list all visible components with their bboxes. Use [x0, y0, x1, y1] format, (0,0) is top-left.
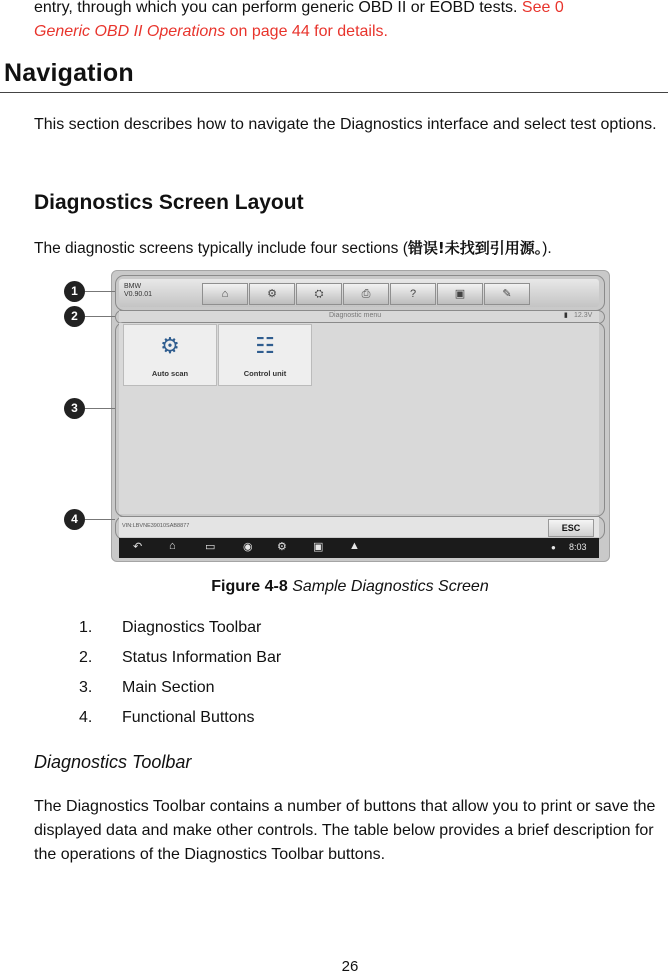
diagnostics-app-icon[interactable]: ⚙ [277, 541, 287, 553]
intro-text: entry, through which you can perform generic OBD II or EOBD tests. [34, 0, 518, 16]
home-icon[interactable]: ⌂ [202, 283, 248, 305]
callout-4: 4 [64, 509, 85, 530]
layout-description-suffix: ). [542, 240, 552, 257]
see-zero: 0 [554, 0, 564, 16]
recent-apps-icon[interactable]: ▭ [205, 541, 216, 553]
toolbar-description: The Diagnostics Toolbar contains a number of buttons that allow you to print or save the displayed data and make other controls. The table below provides a brief description for the operations of the Diagnostics Toolbar buttons. [34, 798, 656, 863]
control-unit-tile[interactable] [218, 324, 312, 386]
list-number: 3. [79, 679, 93, 696]
esc-button[interactable]: ESC [548, 519, 594, 537]
vehicle-swap-icon[interactable]: ⚙ [249, 283, 295, 305]
save-icon[interactable]: ▣ [437, 283, 483, 305]
navigation-description: This section describes how to navigate the Diagnostics interface and select test options. [34, 116, 657, 133]
browser-icon[interactable]: ◉ [243, 541, 253, 553]
layout-heading: Diagnostics Screen Layout [34, 191, 304, 214]
auto-scan-tile[interactable] [123, 324, 217, 386]
callout-2-leader [85, 316, 115, 317]
maxifix-icon[interactable]: ▣ [313, 541, 324, 553]
help-icon[interactable]: ? [390, 283, 436, 305]
vin-text: VIN:LBVNE39010SAB8877 [122, 523, 190, 529]
battery-voltage: 12.3V [574, 312, 593, 319]
list-number: 4. [79, 709, 93, 726]
tile-label: Auto scan [151, 369, 189, 378]
vehicle-brand [124, 283, 152, 299]
list-label: Functional Buttons [122, 709, 255, 726]
status-information-bar [119, 311, 599, 322]
figure-title: Sample Diagnostics Screen [292, 578, 489, 595]
callout-3: 3 [64, 398, 85, 419]
callout-2: 2 [64, 306, 85, 327]
wifi-icon: ● [551, 543, 556, 552]
list-number: 1. [79, 619, 93, 636]
list-label: Status Information Bar [122, 649, 282, 666]
pen-icon[interactable]: ✎ [484, 283, 530, 305]
reference-error: 错误!未找到引用源。 [407, 239, 543, 257]
intro-paragraph [34, 0, 664, 44]
print-icon[interactable]: ⎙ [343, 283, 389, 305]
cross-reference-suffix: on page 44 for details. [229, 23, 388, 40]
settings-icon[interactable]: ⛭ [296, 283, 342, 305]
list-number: 2. [79, 649, 93, 666]
back-icon[interactable]: ↶ [133, 541, 143, 553]
navigation-heading: Navigation [4, 59, 134, 87]
callout-1: 1 [64, 281, 85, 302]
battery-icon: ▮ [564, 312, 568, 319]
tile-label: Control unit [243, 369, 287, 378]
toolbar-buttons [202, 283, 531, 303]
figure-caption [0, 578, 668, 596]
vehicle-icon[interactable]: ▲ [349, 540, 360, 552]
callout-4-leader [85, 519, 115, 520]
page-number: 26 [341, 958, 359, 975]
see-prefix: See [521, 0, 551, 16]
heading-rule [0, 92, 668, 93]
cross-reference-link[interactable]: Generic OBD II Operations [34, 23, 226, 40]
car-scan-icon: ⚙ [160, 333, 180, 358]
callout-1-leader [85, 291, 115, 292]
toolbar-subheading: Diagnostics Toolbar [34, 752, 192, 772]
figure-number: Figure 4-8 [211, 578, 288, 595]
status-title: Diagnostic menu [329, 312, 382, 319]
layout-description [34, 236, 668, 261]
control-unit-icon: ☷ [255, 333, 275, 358]
brand-name: BMW [124, 283, 142, 290]
android-home-icon[interactable]: ⌂ [169, 540, 176, 552]
functional-buttons-bar [119, 517, 599, 537]
clock: 8:03 [569, 542, 587, 552]
list-label: Main Section [122, 679, 215, 696]
diagnostics-screen-figure [56, 270, 614, 562]
callout-3-leader [85, 408, 115, 409]
software-version: V0.90.01 [124, 291, 153, 298]
list-label: Diagnostics Toolbar [122, 619, 262, 636]
android-nav-bar [119, 538, 599, 558]
layout-description-prefix: The diagnostic screens typically include four sections ( [34, 240, 408, 257]
